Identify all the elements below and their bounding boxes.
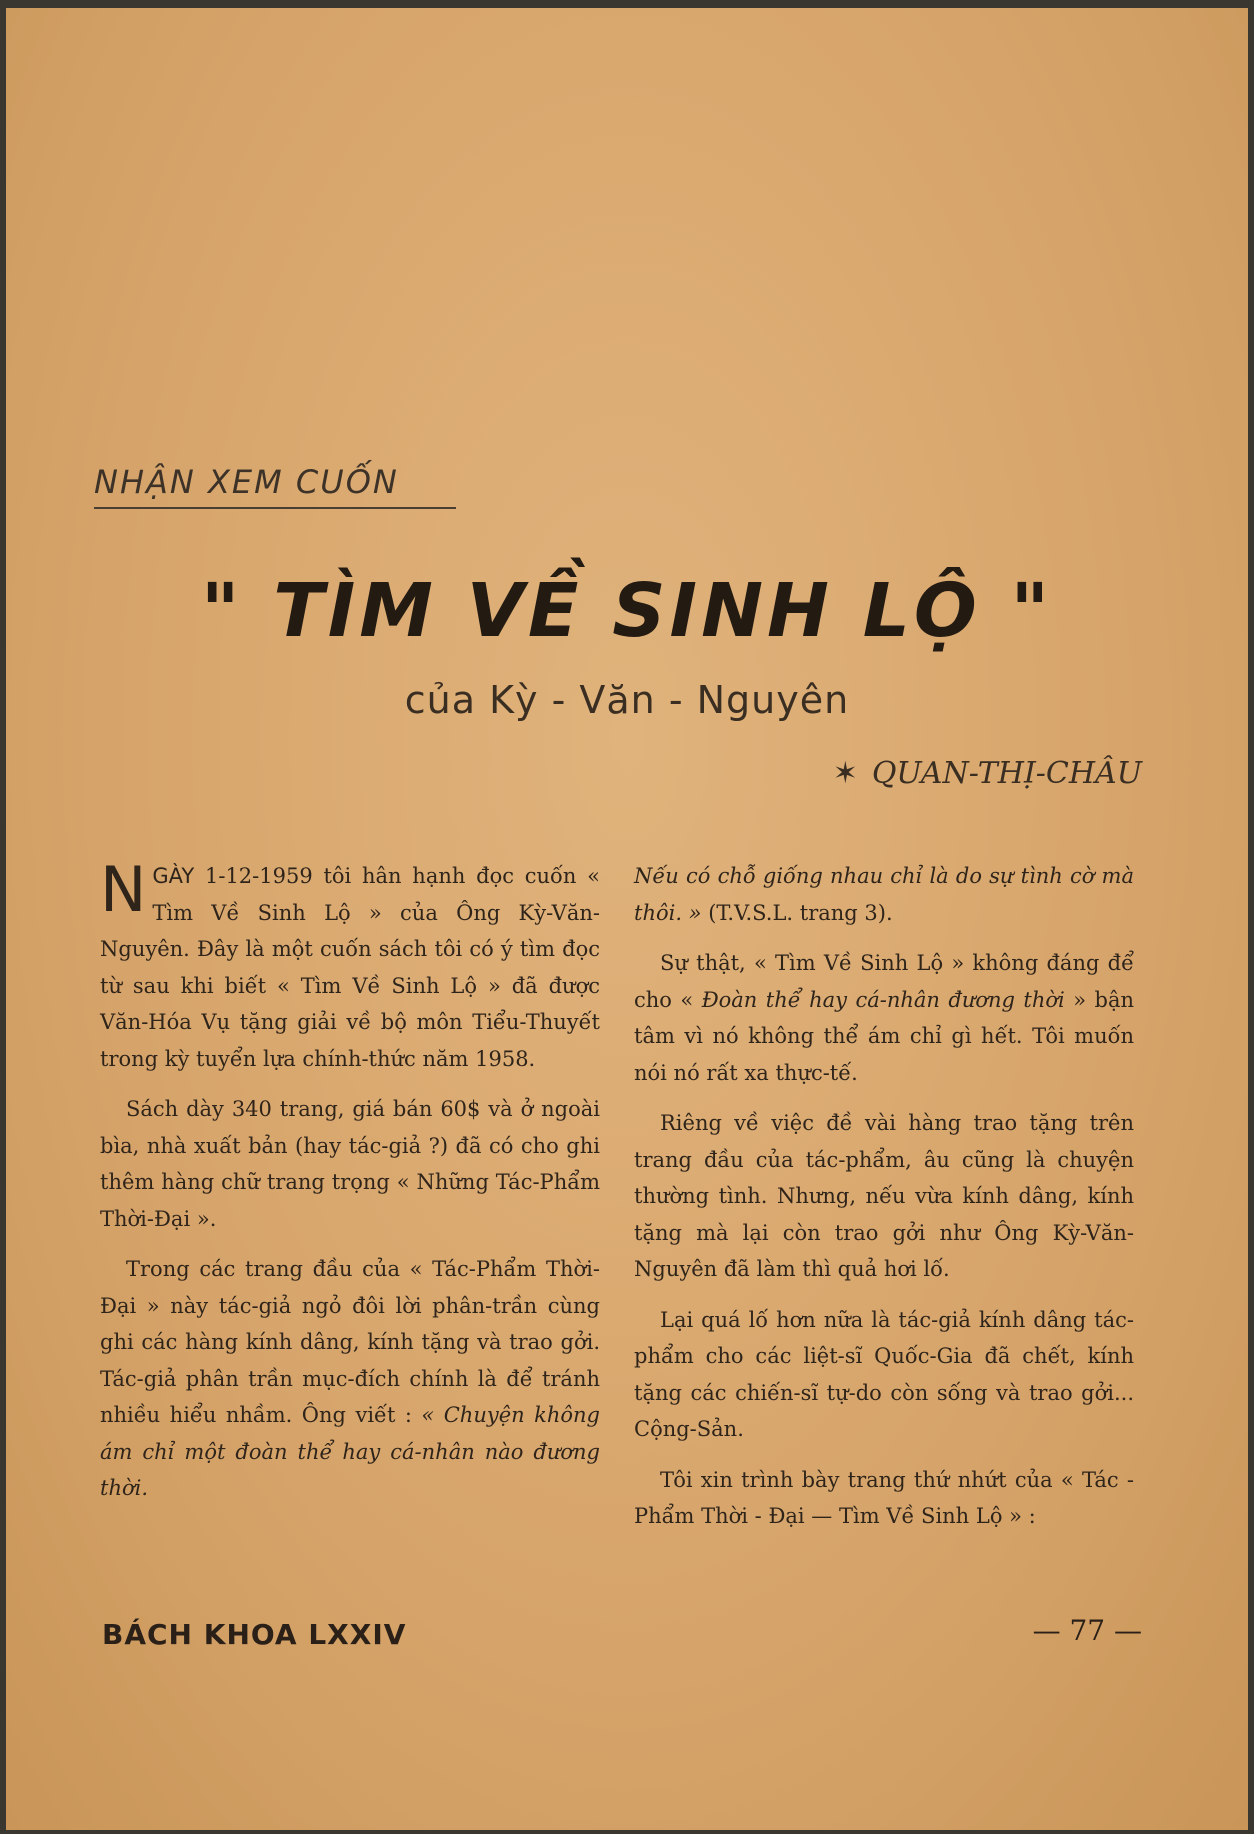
page-number: — 77 —	[1032, 1614, 1142, 1647]
paragraph-6: Riêng về việc đề vài hàng trao tặng trên trang đầu của tác-phẩm, âu cũng là chuyện thường tình. Nhưng, nếu vừa kính dâng, kính tặng mà lại còn trao gởi như Ông Kỳ-Văn-Nguyên đã làm thì quả hơi lố.	[634, 1111, 1134, 1281]
paragraph-2: Sách dày 340 trang, giá bán 60$ và ở ngoài bìa, nhà xuất bản (hay tác-giả ?) đã có cho ghi thêm hàng chữ trang trọng « Những Tác-Phẩm Thời-Đại ».	[100, 1097, 600, 1231]
paragraph-5-text-a: Sự thật, « Tìm Về Sinh Lộ » không đáng để cho «	[634, 951, 1134, 1012]
article-author	[833, 756, 1142, 791]
author-name: QUAN-THỊ-CHÂU	[871, 756, 1142, 791]
star-ornament-icon: ✶	[832, 756, 858, 791]
paragraph-3-text: Trong các trang đầu của « Tác-Phẩm Thời-Đại » này tác-giả ngỏ đôi lời phân-trần cùng ghi các hàng kính dâng, kính tặng và trao gởi. Tác-giả phân trần mục-đích chính là để tránh nhiều hiểu nhầm. Ông viết :	[100, 1257, 600, 1427]
paragraph-3	[100, 1251, 600, 1507]
article-title: " TÌM VỀ SINH LỘ "	[200, 568, 1054, 654]
quote-reference: (T.V.S.L. trang 3).	[701, 900, 893, 925]
paragraph-5-text-b: » bận tâm vì nó không thể ám chỉ gì hết. Tôi muốn nói nó rất xa thực-tế.	[634, 987, 1134, 1085]
section-kicker: NHẬN XEM CUỐN	[94, 463, 399, 501]
lead-word: GÀY	[152, 864, 195, 888]
paragraph-1-text: 1-12-1959 tôi hân hạnh đọc cuốn « Tìm Về Sinh Lộ » của Ông Kỳ-Văn-Nguyên. Đây là một cuốn sách tôi có ý tìm đọc từ sau khi biết « Tìm Về Sinh Lộ » đã được Văn-Hóa Vụ tặng giải về bộ môn Tiểu-Thuyết trong kỳ tuyển lựa chính-thức năm 1958.	[100, 864, 600, 1071]
paragraph-1	[100, 853, 600, 1077]
author-quote: « Chuyện không ám chỉ một đoàn thể hay cá-nhân nào đương thời.	[100, 1403, 601, 1500]
left-column	[100, 853, 601, 1521]
kicker-underline	[94, 507, 456, 509]
drop-cap: N	[100, 853, 147, 926]
paragraph-8: Tôi xin trình bày trang thứ nhứt của « Tác - Phẩm Thời - Đại — Tìm Về Sinh Lộ » :	[634, 1467, 1134, 1528]
quote-continuation: Nếu có chỗ giống nhau chỉ là do sự tình cờ mà thôi. »	[634, 864, 1134, 925]
paragraph-7: Lại quá lố hơn nữa là tác-giả kính dâng tác-phẩm cho các liệt-sĩ Quốc-Gia đã chết, kính tặng các chiến-sĩ tự-do còn sống và trao gởi... Cộng-Sản.	[634, 1307, 1134, 1441]
magazine-issue: BÁCH KHOA LXXIV	[102, 1618, 407, 1651]
right-column	[634, 858, 1134, 1549]
paragraph-5	[634, 945, 1134, 1091]
emphasis-phrase: Đoàn thể hay cá-nhân đương thời	[701, 987, 1065, 1012]
paragraph-4	[634, 858, 1134, 931]
book-author-line: của Kỳ - Văn - Nguyên	[404, 678, 850, 722]
magazine-page	[6, 8, 1248, 1830]
